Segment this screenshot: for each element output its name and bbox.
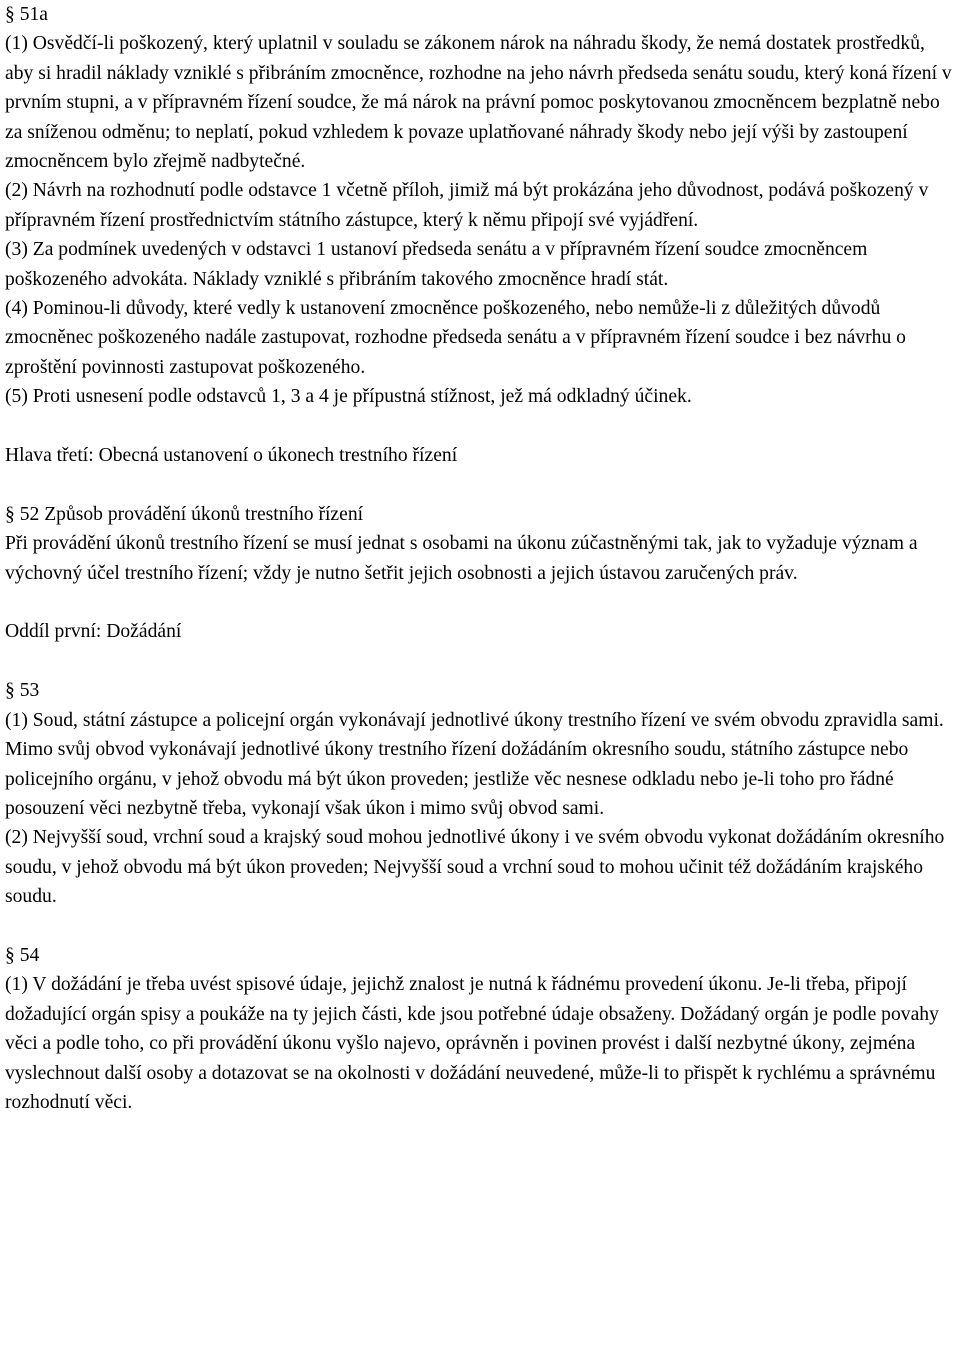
paragraph-52: Při provádění úkonů trestního řízení se musí jednat s osobami na úkonu zúčastněnými tak, jak to vyžaduje význam a výchovný účel trestního řízení; vždy je nutno šetřit jejich osobnosti a jejich ústavou zaručených práv.	[5, 533, 918, 584]
spacer	[5, 912, 957, 941]
paragraph-54-1: (1) V dožádání je třeba uvést spisové údaje, jejichž znalost je nutná k řádnému provedení úkonu. Je-li třeba, připojí dožadující orgán spisy a poukáže na ty jejich části, kde jsou potřebné údaje obsaženy. Dožádaný orgán je podle povahy věci a podle toho, co při provádění úkonu vyšlo najevo, oprávněn i povinen provést i další nezbytné úkony, zejména vyslechnout další osoby a dotazovat se na okolnosti v dožádání neuvedené, může-li to přispět k rychlému a správnému rozhodnutí věci.	[5, 974, 939, 1113]
paragraph-51a-2: (2) Návrh na rozhodnutí podle odstavce 1 včetně příloh, jimiž má být prokázána jeho důvodnost, podává poškozený v přípravném řízení prostřednictvím státního zástupce, který k němu připojí své vyjádření.	[5, 180, 929, 231]
paragraph-53-1: (1) Soud, státní zástupce a policejní orgán vykonávají jednotlivé úkony trestního řízení ve svém obvodu zpravidla sami. Mimo svůj obvod vykonávají jednotlivé úkony trestního řízení dožádáním okresního soudu, státního zástupce nebo policejního orgánu, v jehož obvodu má být úkon proveden; jestliže věc nesnese odkladu nebo je-li toho pro řádné posouzení věci nezbytně třeba, vykonají však úkon i mimo svůj obvod sami.	[5, 709, 944, 819]
paragraph-51a-5: (5) Proti usnesení podle odstavců 1, 3 a 4 je přípustná stížnost, jež má odkladný účinek.	[5, 386, 692, 408]
paragraph-51a-3: (3) Za podmínek uvedených v odstavci 1 ustanoví předseda senátu a v přípravném řízení soudce zmocněncem poškozeného advokáta. Náklady vzniklé s přibráním takového zmocněnce hradí stát.	[5, 239, 868, 290]
spacer	[5, 470, 957, 499]
document-page	[5, 0, 957, 1117]
spacer	[5, 647, 957, 676]
section-heading-52: § 52 Způsob provádění úkonů trestního řízení	[5, 503, 364, 525]
paragraph-53-2: (2) Nejvyšší soud, vrchní soud a krajský soud mohou jednotlivé úkony i ve svém obvodu vykonat dožádáním okresního soudu, v jehož obvodu má být úkon proveden; Nejvyšší soud a vrchní soud to mohou učinit též dožádáním krajského soudu.	[5, 827, 945, 908]
paragraph-51a-1: (1) Osvědčí-li poškozený, který uplatnil v souladu se zákonem nárok na náhradu škody, že nemá dostatek prostředků, aby si hradil náklady vzniklé s přibráním zmocněnce, rozhodne na jeho návrh předseda senátu soudu, který koná řízení v prvním stupni, a v přípravném řízení soudce, že má nárok na právní pomoc poskytovanou zmocněncem bezplatně nebo za sníženou odměnu; to neplatí, pokud vzhledem k povaze uplatňované náhrady škody nebo její výši by zastoupení zmocněncem bylo zřejmě nadbytečné.	[5, 33, 952, 173]
section-heading-53: § 53	[5, 680, 40, 702]
section-heading-54: § 54	[5, 944, 40, 966]
spacer	[5, 412, 957, 441]
spacer	[5, 588, 957, 617]
chapter-heading: Hlava třetí: Obecná ustanovení o úkonech trestního řízení	[5, 445, 458, 467]
paragraph-51a-4: (4) Pominou-li důvody, které vedly k ustanovení zmocněnce poškozeného, nebo nemůže-li z důležitých důvodů zmocněnec poškozeného nadále zastupovat, rozhodne předseda senátu a v přípravném řízení soudce i bez návrhu o zproštění povinnosti zastupovat poškozeného.	[5, 298, 906, 378]
division-heading: Oddíl první: Dožádání	[5, 621, 182, 643]
section-heading-51a: § 51a	[5, 4, 48, 25]
